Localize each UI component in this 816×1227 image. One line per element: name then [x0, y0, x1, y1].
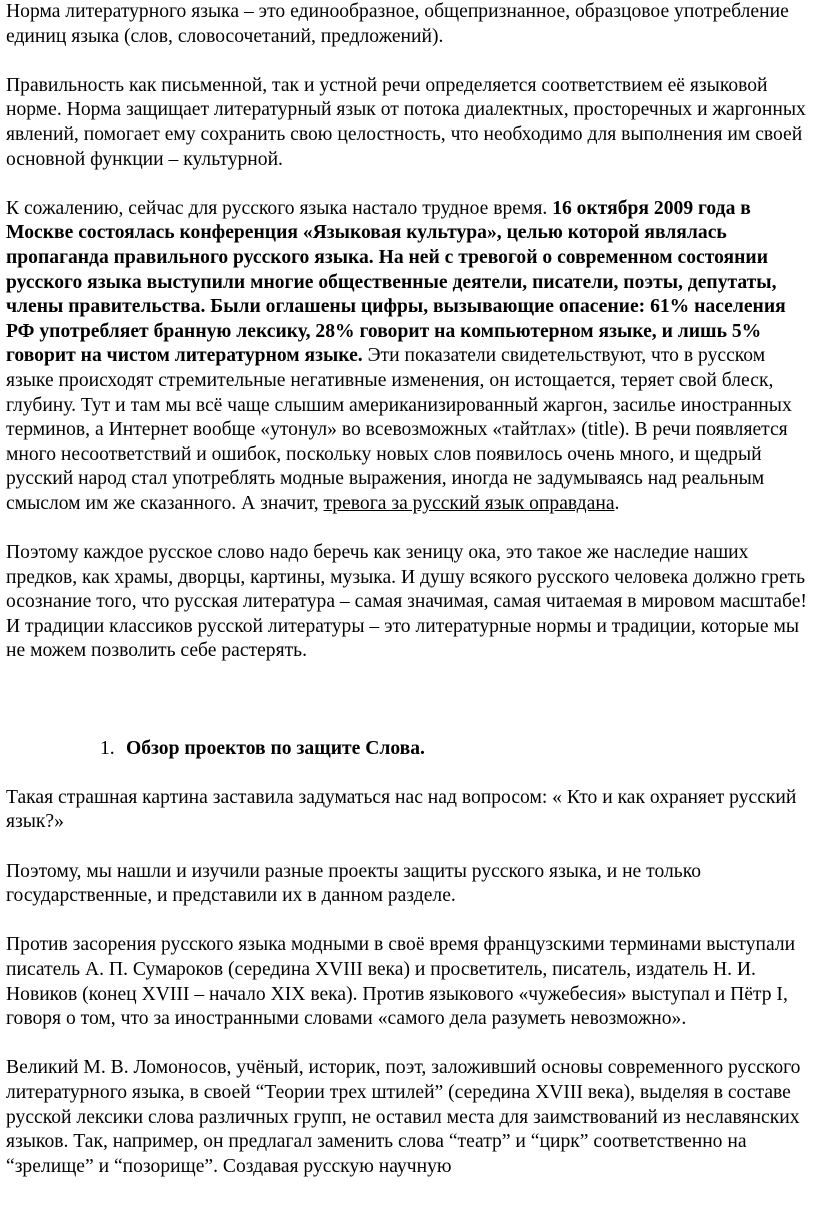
document-page: [6, 0, 812, 1204]
paragraph-conference: [6, 197, 812, 517]
paragraph-history: Против засорения русского языка модными в своё время французскими терминами выступали писатель А. П. Сумароков (середина XVIII века) и просветитель, писатель, издатель Н. И. Новиков (конец XVIII – начало XIX века). Против языкового «чужебесия» выступал и Пётр I, говоря о том, что за иностранными словами «самого дела разуметь невозможно».: [6, 934, 796, 1030]
paragraph-projects: Поэтому, мы нашли и изучили разные проекты защиты русского языка, и не только государственные, и представили их в данном разделе.: [6, 860, 702, 907]
section-heading-title: Обзор проектов по защите Слова.: [126, 737, 425, 759]
paragraph-conference-body: Эти показатели свидетельствуют, что в русском языке происходят стремительные негативные изменения, он истощается, теряет свой блеск, глубину. Тут и там мы всё чаще слышим американизированный жаргон, засилье иностранных терминов, а Интернет вообще «утонул» во всевозможных «тайтлах» (title). В речи появляется много несоответствий и ошибок, поскольку новых слов появилось очень много, и щедрый русский народ стал употреблять модные выражения, иногда не задумываясь над реальным смыслом им же сказанного. А значит,: [6, 345, 792, 514]
paragraph-lomonosov: Великий М. В. Ломоносов, учёный, историк, поэт, заложивший основы современного русского литературного языка, в своей “Теории трех штилей” (середина XVIII века), выделяя в составе русской лексики слова различных групп, не оставил места для заимствований из неславянских языков. Так, например, он предлагал заменить слова “театр” и “цирк” соответственно на “зрелище” и “позорище”. Создавая русскую научную: [6, 1057, 801, 1177]
section-heading-number: 1.: [100, 737, 115, 759]
paragraph-conference-underlined: тревога за русский язык оправдана: [323, 492, 615, 514]
paragraph-norm-definition: Норма литературного языка – это единообразное, общепризнанное, образцовое употребление единиц языка (слов, словосочетаний, предложений).: [6, 1, 789, 47]
section-heading: [6, 737, 812, 762]
paragraph-heritage: Поэтому каждое русское слово надо беречь как зеницу ока, это такое же наследие наших предков, как храмы, дворцы, картины, музыка. И душу всякого русского человека должно греть осознание того, что русская литература – самая значимая, самая читаемая в мировом масштабе! И традиции классиков русской литературы – это литературные нормы и традиции, которые мы не можем позволить себе растерять.: [6, 542, 807, 662]
blank-space: [6, 689, 812, 737]
paragraph-conference-end: .: [614, 492, 620, 514]
paragraph-conference-intro: К сожалению, сейчас для русского языка настало трудное время.: [6, 197, 553, 219]
paragraph-conference-bold: 16 октября 2009 года в Москве состоялась конференция «Языковая культура», целью которой являлась пропаганда правильного русского языка. На ней с тревогой о современном состоянии русского языка выступили многие общественные деятели, писатели, поэты, депутаты, члены правительства. Были оглашены цифры, вызывающие опасение: 61% населения РФ употребляет бранную лексику, 28% говорит на компьютерном языке, и лишь 5% говорит на чистом литературном языке.: [6, 197, 786, 367]
paragraph-norm-correctness: Правильность как письменной, так и устной речи определяется соответствием её языковой норме. Норма защищает литературный язык от потока диалектных, просторечных и жаргонных явлений, помогает ему сохранить свою целостность, что необходимо для выполнения им своей основной функции – культурной.: [6, 74, 806, 170]
paragraph-question: Такая страшная картина заставила задуматься нас над вопросом: « Кто и как охраняет русский язык?»: [6, 786, 797, 833]
